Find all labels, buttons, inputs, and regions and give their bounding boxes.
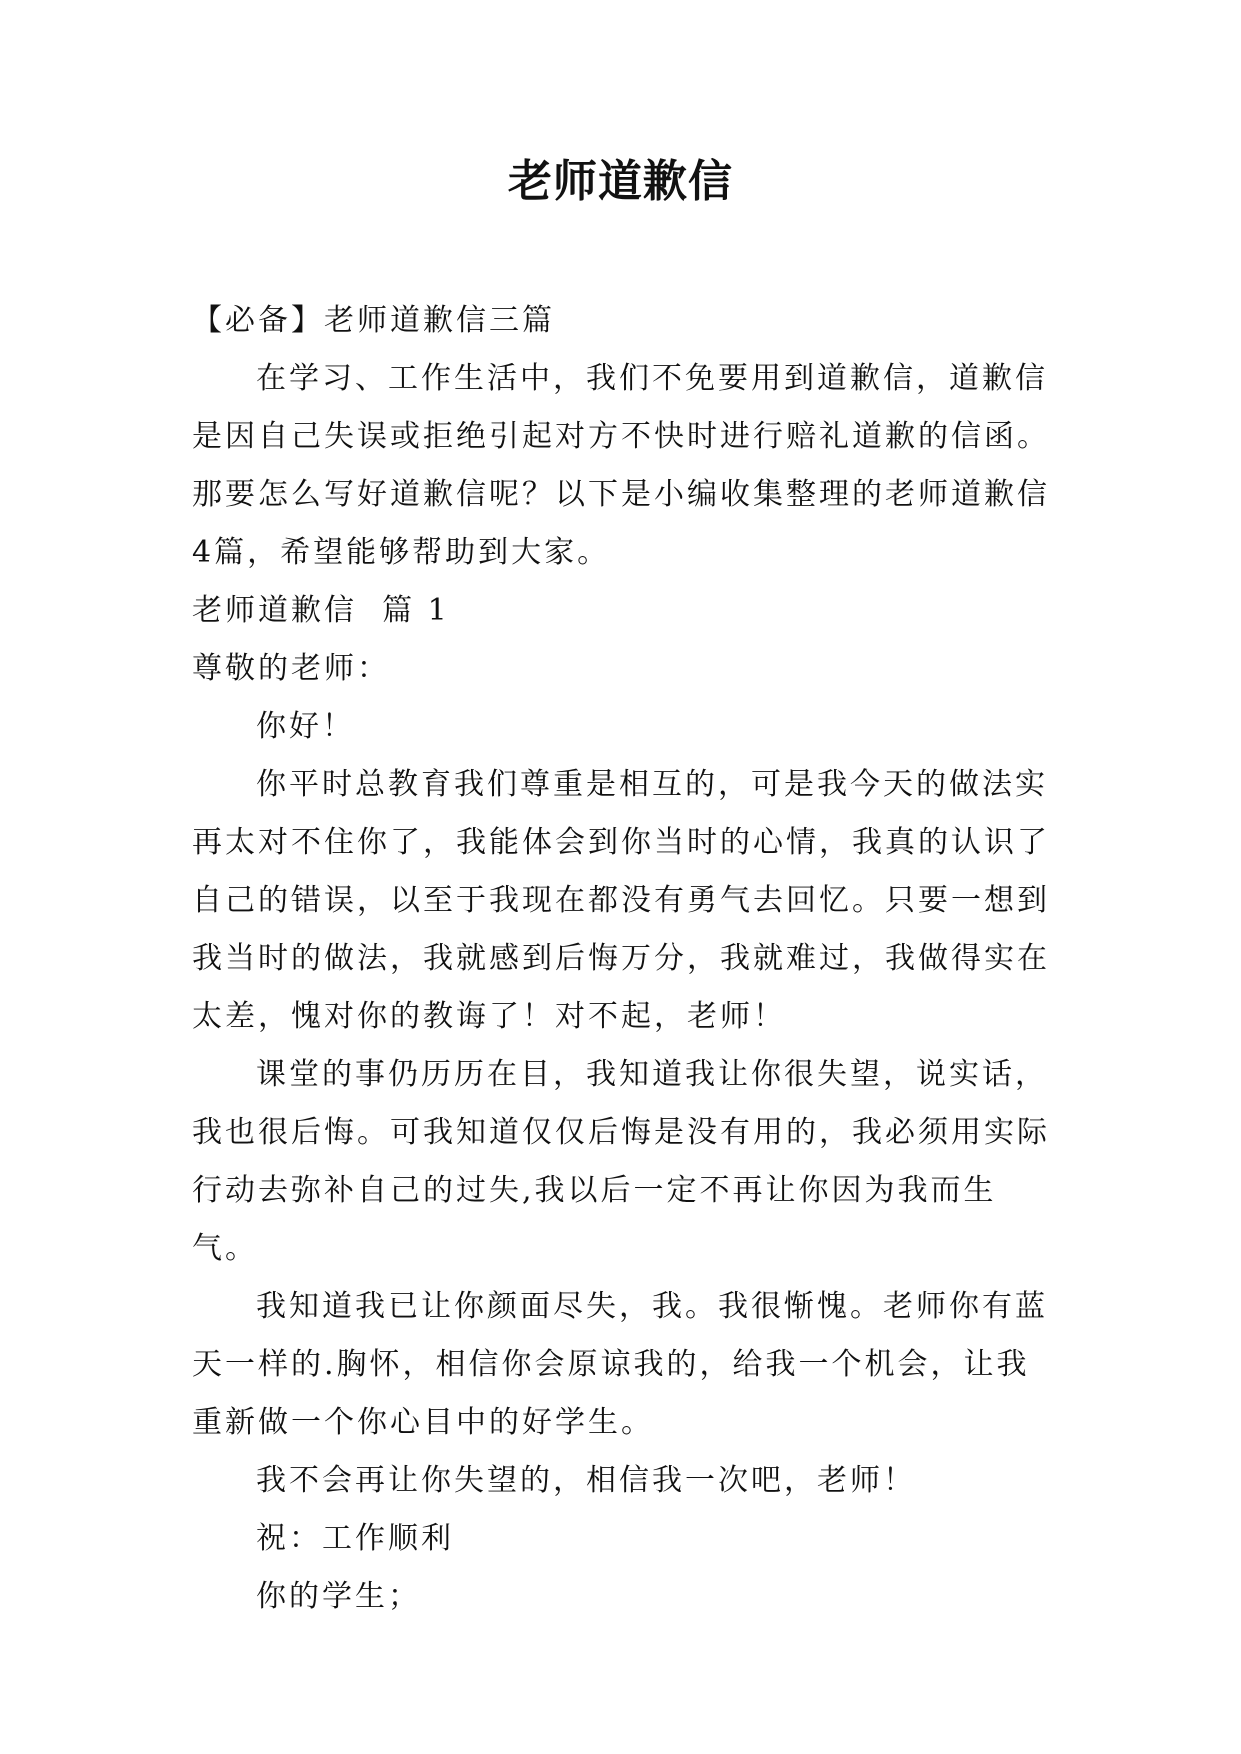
- letter-paragraph: 我知道我已让你颜面尽失，我。我很惭愧。老师你有蓝天一样的.胸怀，相信你会原谅我的，给我一个机会，让我重新做一个你心目中的好学生。: [192, 1289, 1048, 1440]
- document-title: 老师道歉信: [508, 156, 733, 207]
- letter-paragraph: 课堂的事仍历历在目，我知道我让你很失望，说实话，我也很后悔。可我知道仅仅后悔是没有用的，我必须用实际行动去弥补自己的过失,我以后一定不再让你因为我而生气。: [192, 1057, 1050, 1266]
- letter-paragraph: 我不会再让你失望的，相信我一次吧，老师！: [256, 1463, 916, 1498]
- salutation: 尊敬的老师：: [192, 651, 390, 686]
- document-body: [192, 292, 1062, 1626]
- greeting: 你好！: [256, 709, 355, 744]
- signature-line: 你的学生；: [256, 1579, 421, 1614]
- closing-line: 祝：工作顺利: [256, 1521, 454, 1556]
- intro-paragraph: 在学习、工作生活中，我们不免要用到道歉信，道歉信是因自己失误或拒绝引起对方不快时进行赔礼道歉的信函。那要怎么写好道歉信呢？以下是小编收集整理的老师道歉信4篇，希望能够帮助到大家。: [192, 361, 1050, 570]
- document-subtitle: 【必备】老师道歉信三篇: [192, 303, 555, 338]
- section-heading: 老师道歉信 篇 1: [192, 593, 450, 628]
- letter-paragraph: 你平时总教育我们尊重是相互的，可是我今天的做法实再太对不住你了，我能体会到你当时的心情，我真的认识了自己的错误，以至于我现在都没有勇气去回忆。只要一想到我当时的做法，我就感到后悔万分，我就难过，我做得实在太差，愧对你的教诲了！对不起，老师！: [192, 767, 1050, 1034]
